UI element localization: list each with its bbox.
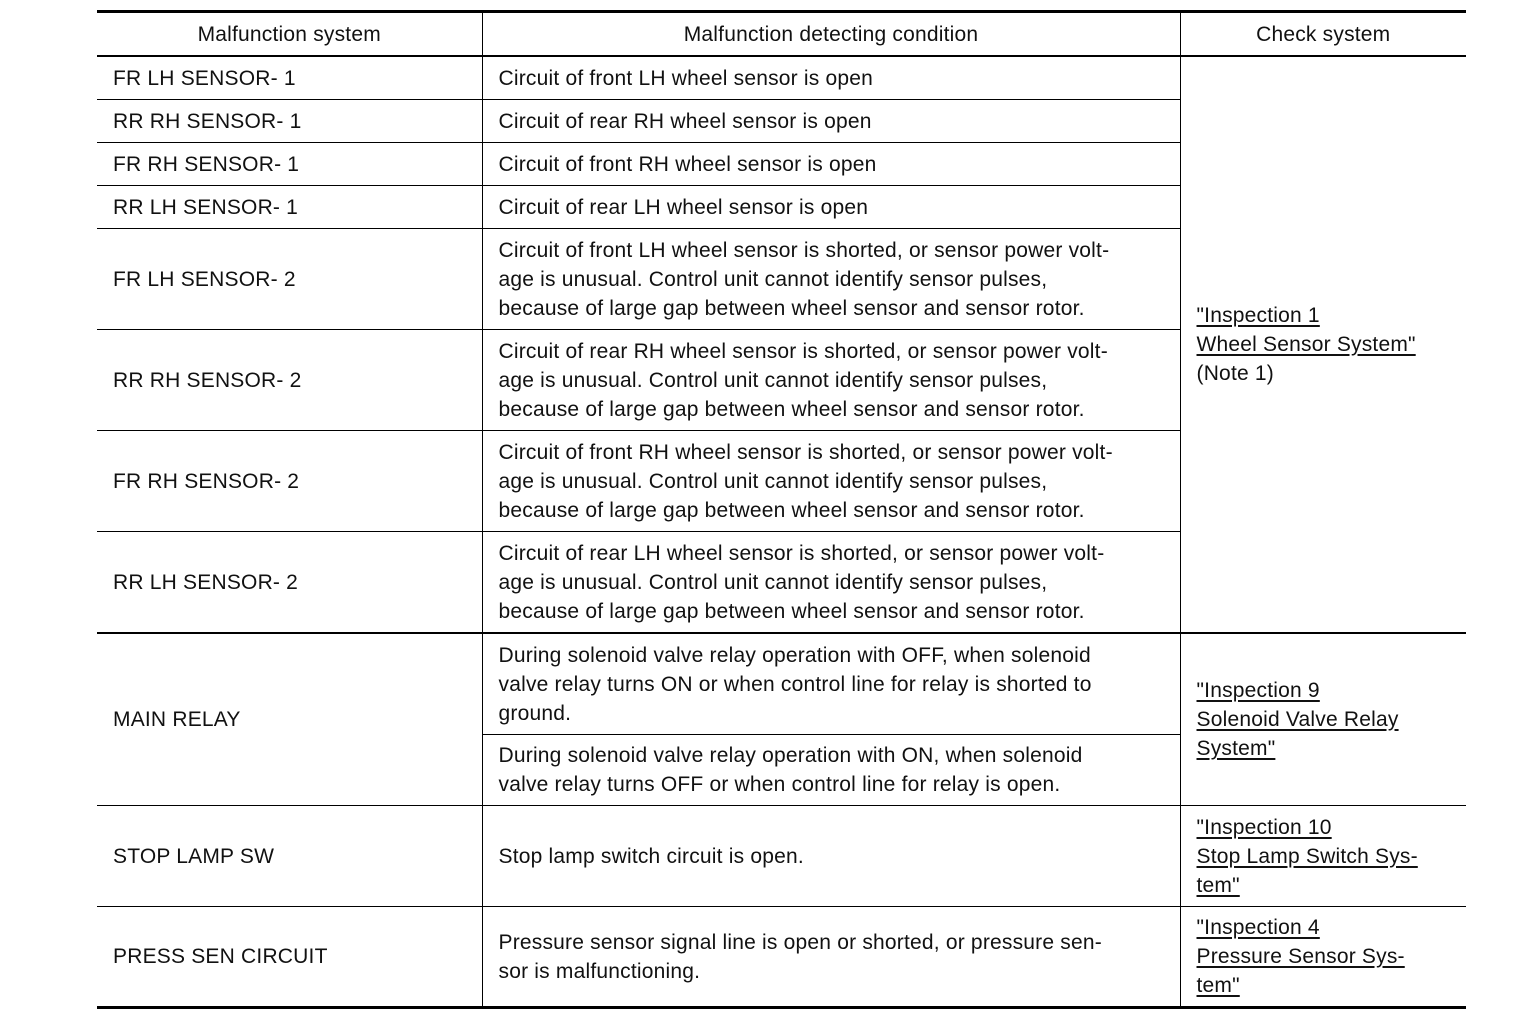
link-line: "Inspection 10 xyxy=(1196,815,1332,839)
link-line: Stop Lamp Switch Sys- xyxy=(1196,844,1418,868)
system-cell: MAIN RELAY xyxy=(97,633,482,806)
condition-cell xyxy=(482,633,1180,735)
header-detecting-condition: Malfunction detecting condition xyxy=(482,12,1180,57)
condition-line: age is unusual. Control unit cannot identify sensor pulses, xyxy=(498,469,1048,493)
condition-line: During solenoid valve relay operation with ON, when solenoid xyxy=(498,744,1083,767)
note-1: (Note 1) xyxy=(1196,362,1274,385)
condition-cell: Circuit of front LH wheel sensor is open xyxy=(482,56,1180,100)
condition-line: valve relay turns ON or when control line for relay is shorted to xyxy=(498,672,1092,696)
link-line: tem" xyxy=(1196,873,1240,897)
condition-cell: Circuit of rear RH wheel sensor is open xyxy=(482,100,1180,143)
condition-line: Pressure sensor signal line is open or shorted, or pressure sen- xyxy=(498,930,1102,954)
condition-cell: Circuit of front RH wheel sensor is open xyxy=(482,143,1180,186)
condition-line: age is unusual. Control unit cannot identify sensor pulses, xyxy=(498,570,1048,594)
inspection-4-link[interactable] xyxy=(1197,913,1459,1000)
table-row xyxy=(97,633,1466,735)
condition-line: Circuit of rear RH wheel sensor is shorted, or sensor power volt- xyxy=(498,339,1108,363)
condition-line: Circuit of front RH wheel sensor is shorted, or sensor power volt- xyxy=(498,440,1113,464)
condition-cell xyxy=(482,229,1180,330)
system-cell: PRESS SEN CIRCUIT xyxy=(97,907,482,1008)
condition-line: age is unusual. Control unit cannot identify sensor pulses, xyxy=(498,368,1048,392)
header-check-system: Check system xyxy=(1180,12,1466,57)
condition-line: Circuit of rear LH wheel sensor is shorted, or sensor power volt- xyxy=(498,541,1105,565)
condition-line: age is unusual. Control unit cannot identify sensor pulses, xyxy=(498,267,1048,291)
condition-line: because of large gap between wheel sensor and sensor rotor. xyxy=(498,296,1085,320)
system-cell: RR RH SENSOR- 1 xyxy=(97,100,482,143)
link-line: "Inspection 4 xyxy=(1196,916,1320,939)
header-malfunction-system: Malfunction system xyxy=(97,12,482,57)
condition-cell xyxy=(482,431,1180,532)
condition-line: During solenoid valve relay operation with OFF, when solenoid xyxy=(498,643,1091,667)
check-cell-pressure-sensor xyxy=(1180,907,1466,1008)
system-cell: FR RH SENSOR- 1 xyxy=(97,143,482,186)
malfunction-table xyxy=(97,10,1466,1009)
condition-line: ground. xyxy=(498,701,572,725)
table-row xyxy=(97,806,1466,907)
condition-cell xyxy=(482,735,1180,806)
condition-line: sor is malfunctioning. xyxy=(498,959,701,983)
link-line: "Inspection 9 xyxy=(1196,679,1320,702)
condition-line: valve relay turns OFF or when control line for relay is open. xyxy=(498,773,1061,796)
inspection-9-link[interactable] xyxy=(1197,676,1459,763)
table-row xyxy=(97,907,1466,1008)
condition-line: because of large gap between wheel sensor and sensor rotor. xyxy=(498,599,1085,623)
link-line: tem" xyxy=(1196,974,1240,997)
table-row xyxy=(97,56,1466,100)
system-cell: STOP LAMP SW xyxy=(97,806,482,907)
condition-cell: Stop lamp switch circuit is open. xyxy=(482,806,1180,907)
condition-cell: Circuit of rear LH wheel sensor is open xyxy=(482,186,1180,229)
system-cell: FR RH SENSOR- 2 xyxy=(97,431,482,532)
system-cell: FR LH SENSOR- 1 xyxy=(97,56,482,100)
check-cell-wheel-sensor xyxy=(1180,56,1466,633)
condition-cell xyxy=(482,532,1180,634)
inspection-1-link[interactable] xyxy=(1197,301,1459,359)
condition-line: because of large gap between wheel sensor and sensor rotor. xyxy=(498,498,1085,522)
link-line: Pressure Sensor Sys- xyxy=(1196,945,1405,968)
link-line: Solenoid Valve Relay xyxy=(1196,708,1399,731)
link-line: Wheel Sensor System" xyxy=(1196,333,1416,356)
link-line: System" xyxy=(1196,737,1276,760)
check-cell-stop-lamp xyxy=(1180,806,1466,907)
header-row xyxy=(97,12,1466,57)
system-cell: RR LH SENSOR- 2 xyxy=(97,532,482,634)
system-cell: FR LH SENSOR- 2 xyxy=(97,229,482,330)
system-cell: RR LH SENSOR- 1 xyxy=(97,186,482,229)
condition-line: Circuit of front LH wheel sensor is shorted, or sensor power volt- xyxy=(498,238,1110,262)
link-line: "Inspection 1 xyxy=(1196,304,1320,327)
inspection-10-link[interactable] xyxy=(1197,813,1459,900)
system-cell: RR RH SENSOR- 2 xyxy=(97,330,482,431)
condition-cell xyxy=(482,330,1180,431)
check-cell-main-relay xyxy=(1180,633,1466,806)
condition-line: because of large gap between wheel sensor and sensor rotor. xyxy=(498,397,1085,421)
condition-cell xyxy=(482,907,1180,1008)
